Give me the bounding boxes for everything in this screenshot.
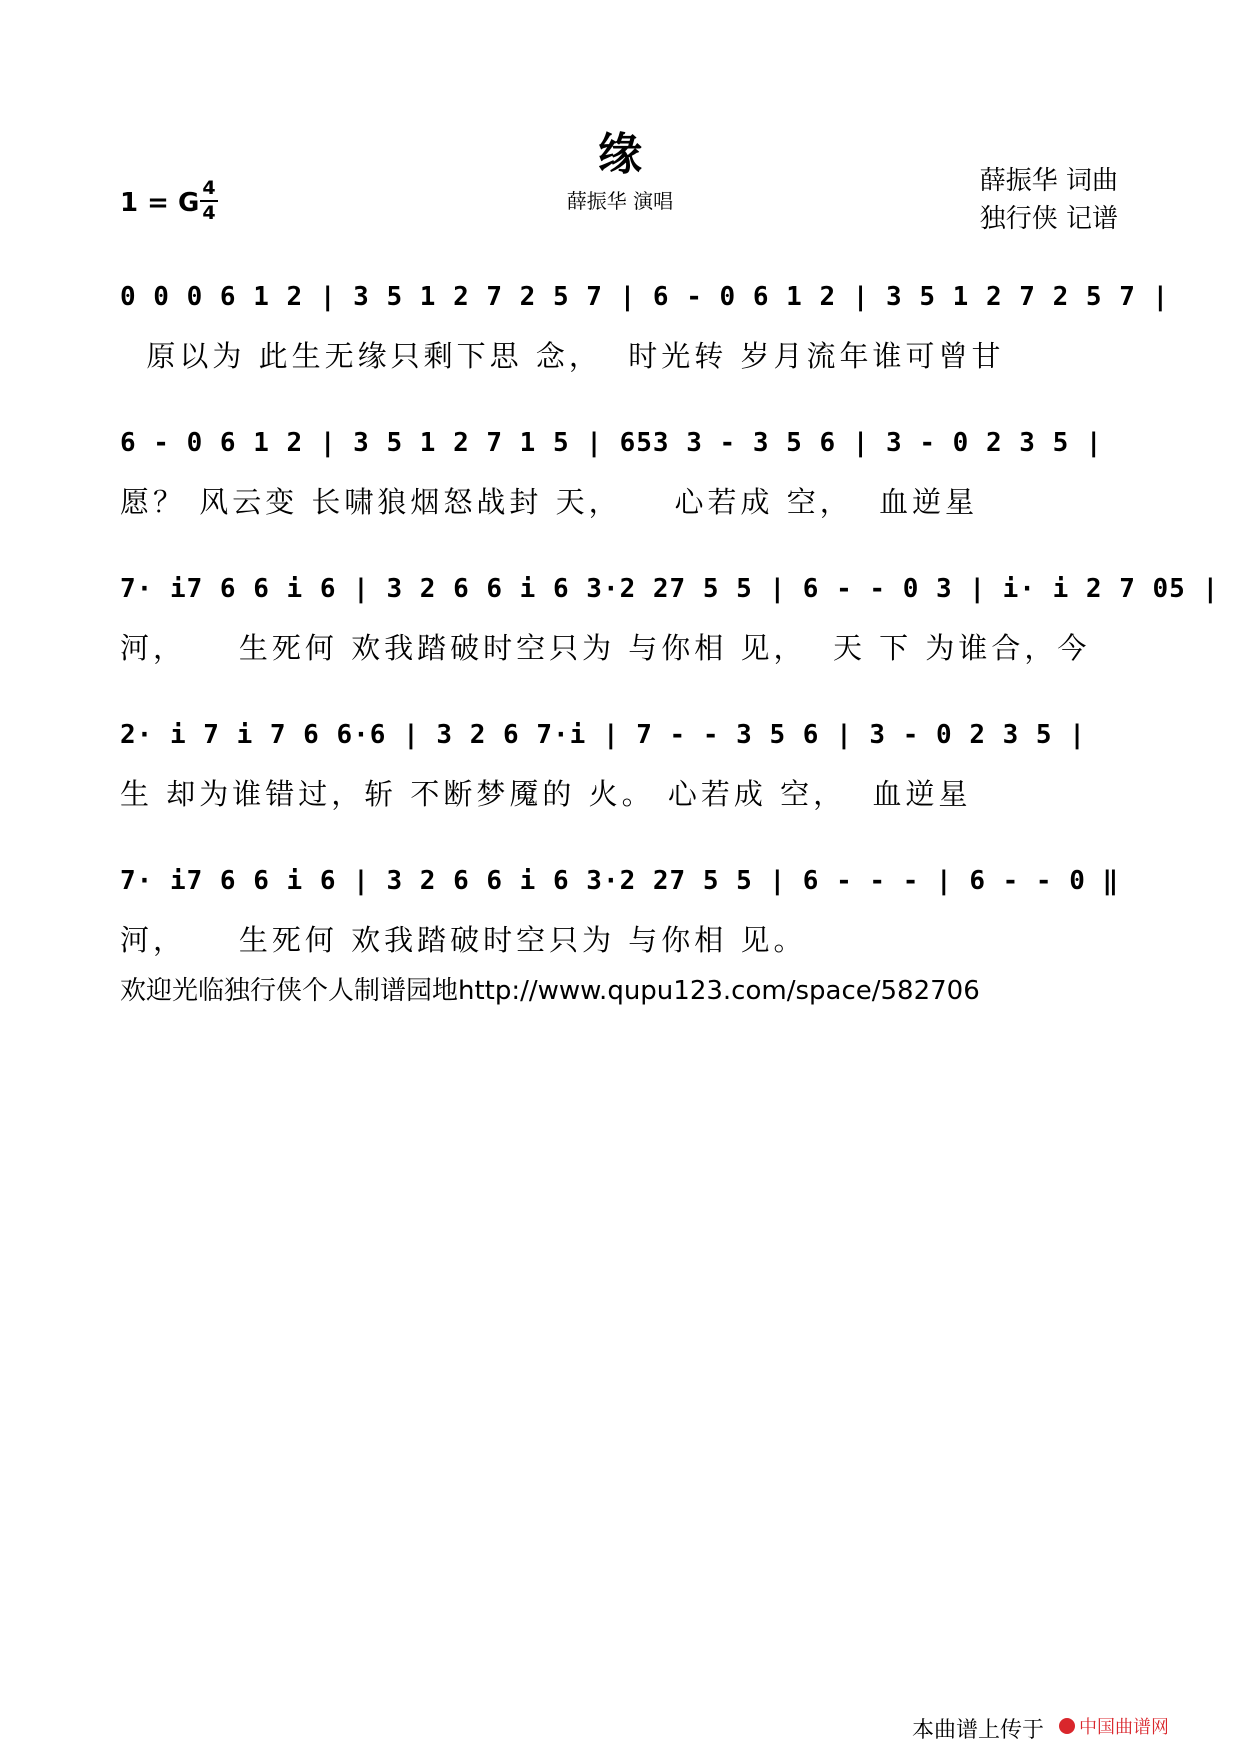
lyrics-line: 愿？ 风云变 长啸狼烟怒战封 天， 心若成 空， 血逆星 <box>120 485 979 519</box>
score-system-5 <box>0 826 1240 976</box>
time-signature <box>198 178 220 224</box>
watermark <box>912 1712 1212 1744</box>
footer-link-text[interactable]: 欢迎光临独行侠个人制谱园地http://www.qupu123.com/space/582706 <box>120 976 980 1006</box>
transcriber-credit: 独行侠 记谱 <box>979 204 1118 234</box>
site-logo-icon <box>1057 1712 1167 1738</box>
lyrics-line: 生 却为谁错过，斩 不断梦魇的 火。 心若成 空， 血逆星 <box>120 777 972 811</box>
notation-line: 7· i7 6 6 i 6 | 3 2 6 6 i 6 3·2 27 5 5 | 6 - - 0 3 | i· i 2 7 05 | <box>120 574 1220 604</box>
credits <box>980 162 1118 238</box>
composer-credit: 薛振华 词曲 <box>979 166 1118 196</box>
score-system-1 <box>0 242 1240 392</box>
score-system-3 <box>0 534 1240 684</box>
score-system-2 <box>0 388 1240 538</box>
score-system-4 <box>0 680 1240 830</box>
notation-line: 7· i7 6 6 i 6 | 3 2 6 6 i 6 3·2 27 5 5 | 6 - - - | 6 - - 0 ‖ <box>120 866 1120 896</box>
lyrics-line: 河， 生死何 欢我踏破时空只为 与你相 见。 <box>120 923 807 957</box>
lyrics-line: 原以为 此生无缘只剩下思 念， 时光转 岁月流年谁可曾甘 <box>120 339 1005 373</box>
site-logo <box>1057 1712 1167 1744</box>
time-signature-top: 4 <box>202 177 216 199</box>
logo-text: 中国曲谱网 <box>1079 1717 1168 1738</box>
notation-line: 2· i 7 i 7 6 6·6 | 3 2 6 7·i | 7 - - 3 5 6 | 3 - 0 2 3 5 | <box>120 720 1086 750</box>
notation-line: 6 - 0 6 1 2 | 3 5 1 2 7 1 5 | 653 3 - 3 5 6 | 3 - 0 2 3 5 | <box>120 428 1103 458</box>
singer-credit: 薛振华 演唱 <box>566 189 674 213</box>
time-signature-bottom: 4 <box>202 202 216 224</box>
watermark-text: 本曲谱上传于 <box>912 1717 1045 1743</box>
notation-line: 0 0 0 6 1 2 | 3 5 1 2 7 2 5 7 | 6 - 0 6 1 2 | 3 5 1 2 7 2 5 7 | <box>120 282 1170 312</box>
lyrics-line: 河， 生死何 欢我踏破时空只为 与你相 见， 天 下 为谁合，今 <box>120 631 1091 665</box>
song-title: 缘 <box>598 129 642 180</box>
key-signature: 1 = G <box>120 188 200 218</box>
